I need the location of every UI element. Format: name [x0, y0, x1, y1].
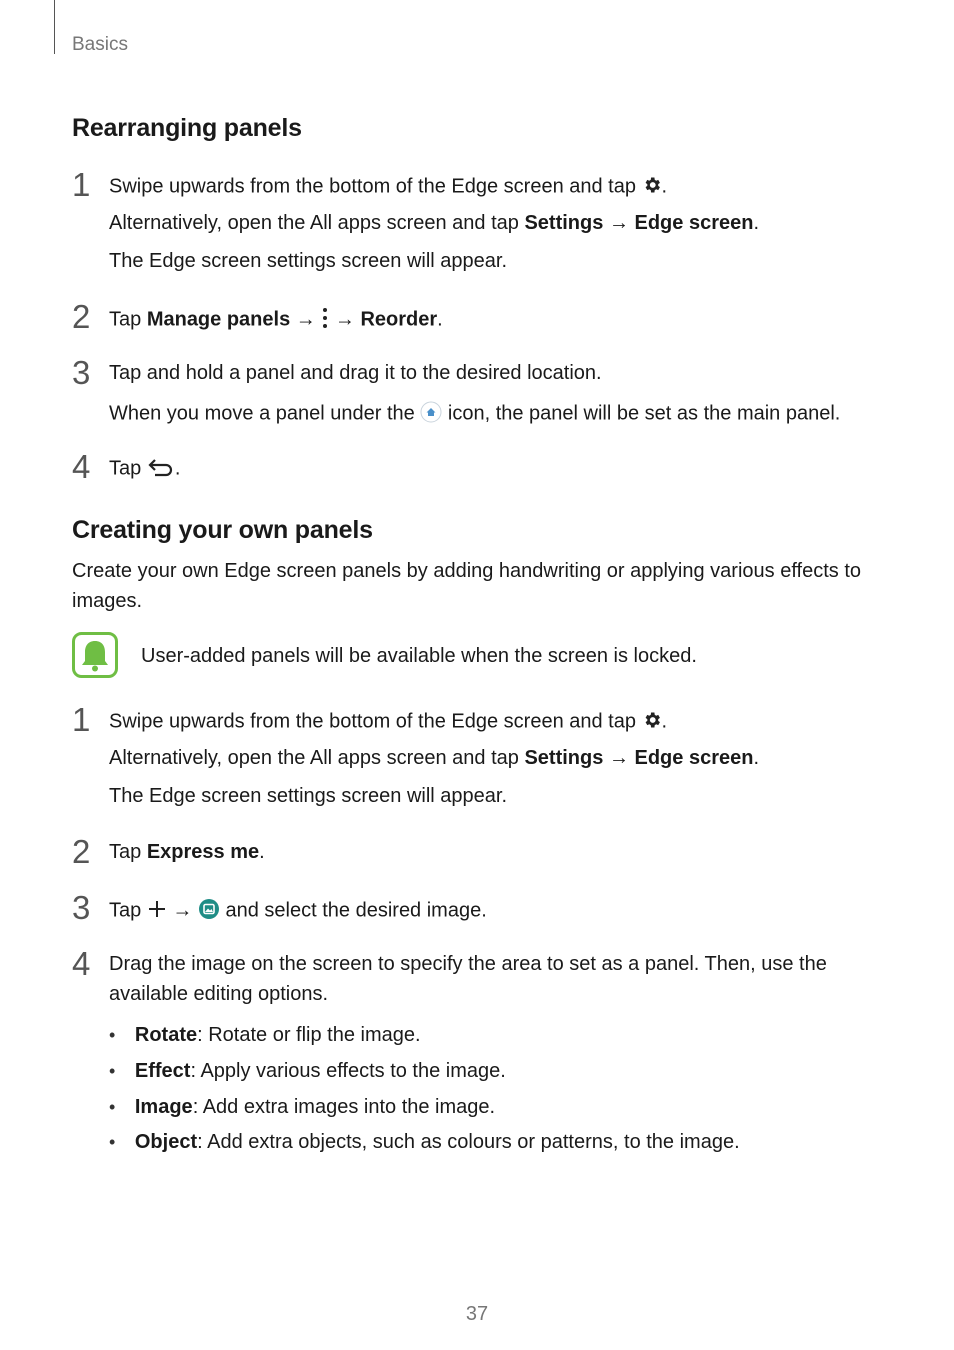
step-text: Swipe upwards from the bottom of the Edge screen and tap .	[109, 175, 668, 198]
section-header: Basics	[72, 34, 128, 55]
step-number: 2	[72, 833, 91, 870]
step-number: 2	[72, 298, 91, 335]
bullet-icon: •	[109, 1025, 116, 1045]
step-number: 3	[72, 354, 91, 391]
step-text: Tap and hold a panel and drag it to the desired location.	[109, 362, 602, 384]
bullet-icon: •	[109, 1097, 116, 1117]
step-text: Tap → and select the desired image.	[109, 898, 487, 924]
gear-icon	[642, 175, 662, 199]
gear-icon	[642, 710, 662, 734]
list-item: • Rotate: Rotate or flip the image.	[109, 1024, 421, 1046]
step-number: 3	[72, 889, 91, 926]
step-text: Alternatively, open the All apps screen and tap Settings → Edge screen.	[109, 747, 760, 769]
step-text: When you move a panel under the icon, the panel will be set as the main panel.	[109, 401, 840, 427]
section-title-rearranging: Rearranging panels	[72, 114, 302, 142]
list-item: • Image: Add extra images into the image.	[109, 1096, 496, 1118]
header-rule	[54, 0, 55, 54]
bullet-icon: •	[109, 1061, 116, 1081]
step-number: 4	[72, 448, 91, 485]
bullet-icon: •	[109, 1132, 116, 1152]
home-icon	[420, 401, 442, 427]
notification-bell-icon	[72, 632, 118, 683]
page-number: 37	[465, 1303, 489, 1325]
note-text: User-added panels will be available when the screen is locked.	[141, 645, 697, 667]
step-number: 1	[72, 166, 91, 203]
back-icon	[147, 457, 175, 481]
step-text: The Edge screen settings screen will appear.	[109, 785, 507, 807]
step-text: The Edge screen settings screen will appear.	[109, 250, 507, 272]
step-text: Tap .	[109, 457, 181, 480]
step-number: 4	[72, 945, 91, 982]
list-item: • Object: Add extra objects, such as colours or patterns, to the image.	[109, 1131, 740, 1153]
step-text: Tap Express me.	[109, 841, 265, 863]
step-text: Swipe upwards from the bottom of the Edge screen and tap .	[109, 710, 668, 733]
step-text: Drag the image on the screen to specify the area to set as a panel. Then, use the available editing options.	[109, 953, 827, 1005]
section-intro: Create your own Edge screen panels by adding handwriting or applying various effects to images.	[72, 560, 861, 612]
step-number: 1	[72, 701, 91, 738]
list-item: • Effect: Apply various effects to the image.	[109, 1060, 506, 1082]
plus-icon	[147, 899, 167, 923]
section-title-creating: Creating your own panels	[72, 516, 373, 544]
more-vertical-icon	[321, 307, 329, 333]
gallery-icon	[198, 898, 220, 924]
step-text: Alternatively, open the All apps screen and tap Settings → Edge screen.	[109, 212, 760, 234]
step-text: Tap Manage panels → → Reorder.	[109, 307, 443, 333]
